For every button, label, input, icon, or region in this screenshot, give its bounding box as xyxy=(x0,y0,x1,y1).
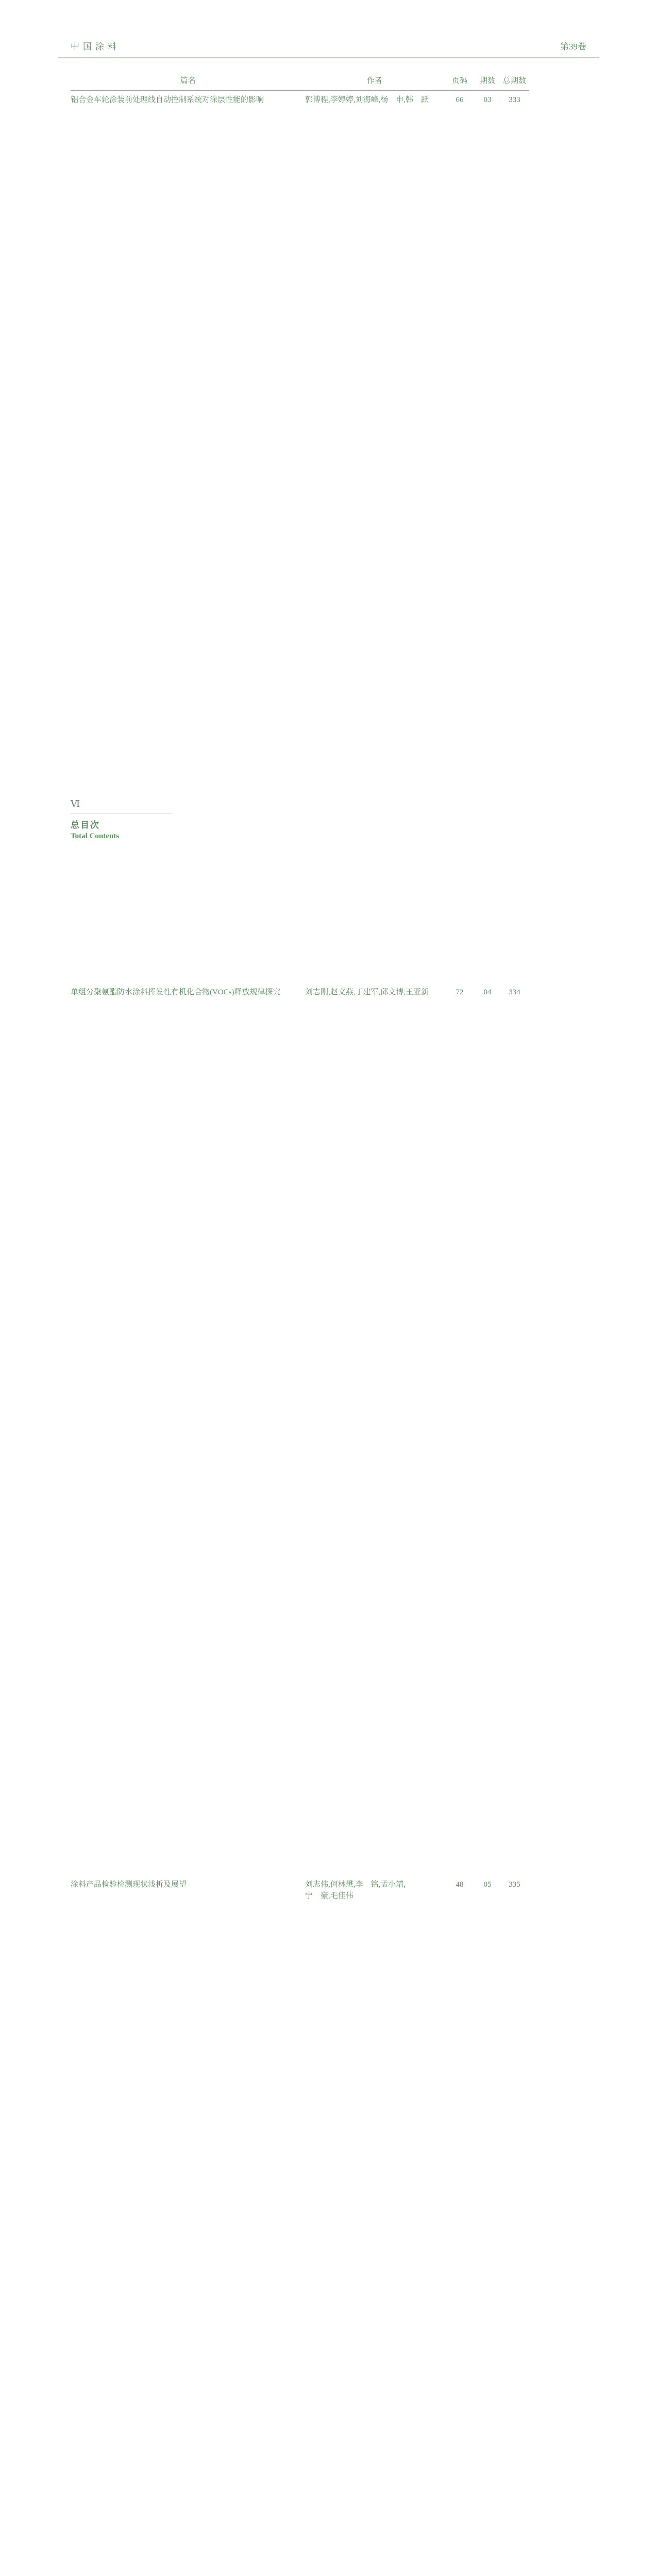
column-header-issue: 期数 xyxy=(479,77,495,85)
row-total: 333 xyxy=(509,96,520,104)
table-header-row xyxy=(71,75,529,91)
column-header-page: 页码 xyxy=(451,77,467,85)
journal-toc-page xyxy=(0,39,657,1900)
column-header-title: 篇名 xyxy=(180,77,196,85)
row-issue: 03 xyxy=(483,96,492,104)
toc-table xyxy=(71,75,529,2576)
row-author: 郭博程,李婷婷,刘海峰,杨 申,韩 跃 xyxy=(305,96,429,104)
row-total: 335 xyxy=(509,1880,520,1889)
toc-row xyxy=(71,1875,529,2576)
toc-row xyxy=(71,983,529,1875)
volume-label: 第39卷 xyxy=(560,42,586,52)
row-page: 66 xyxy=(444,94,475,979)
row-author: 刘志伟,何林懋,李 铭,孟小靖, 宁 豪,毛佳伟 xyxy=(305,1880,406,1900)
toc-row xyxy=(71,91,529,983)
row-issue: 05 xyxy=(483,1880,492,1889)
footer-section-title-cn: 总目次 xyxy=(71,820,100,830)
row-title: 涂料产品检验检测现状浅析及展望 xyxy=(71,1880,187,1889)
column-header-total: 总期数 xyxy=(502,77,526,85)
row-author: 刘志刚,赵文燕,丁建军,邱文博,王亚新 xyxy=(305,988,429,996)
row-page: 72 xyxy=(444,987,475,1872)
row-total: 334 xyxy=(509,988,520,996)
journal-title: 中国涂料 xyxy=(71,42,120,52)
running-head xyxy=(58,39,599,58)
page-footer xyxy=(71,799,172,841)
toc-body xyxy=(71,91,529,2576)
row-title: 单组分聚氨酯防水涂料挥发性有机化合物(VOCs)释放规律探究 xyxy=(71,988,281,996)
column-header-author: 作者 xyxy=(366,77,382,85)
row-title: 铝合金车轮涂装前处理线自动控制系统对涂层性能的影响 xyxy=(71,96,264,104)
row-page: 48 xyxy=(444,1879,475,2576)
row-issue: 04 xyxy=(483,988,492,996)
footer-page-number: Ⅵ xyxy=(71,799,80,809)
footer-section-title-en: Total Contents xyxy=(71,832,120,840)
